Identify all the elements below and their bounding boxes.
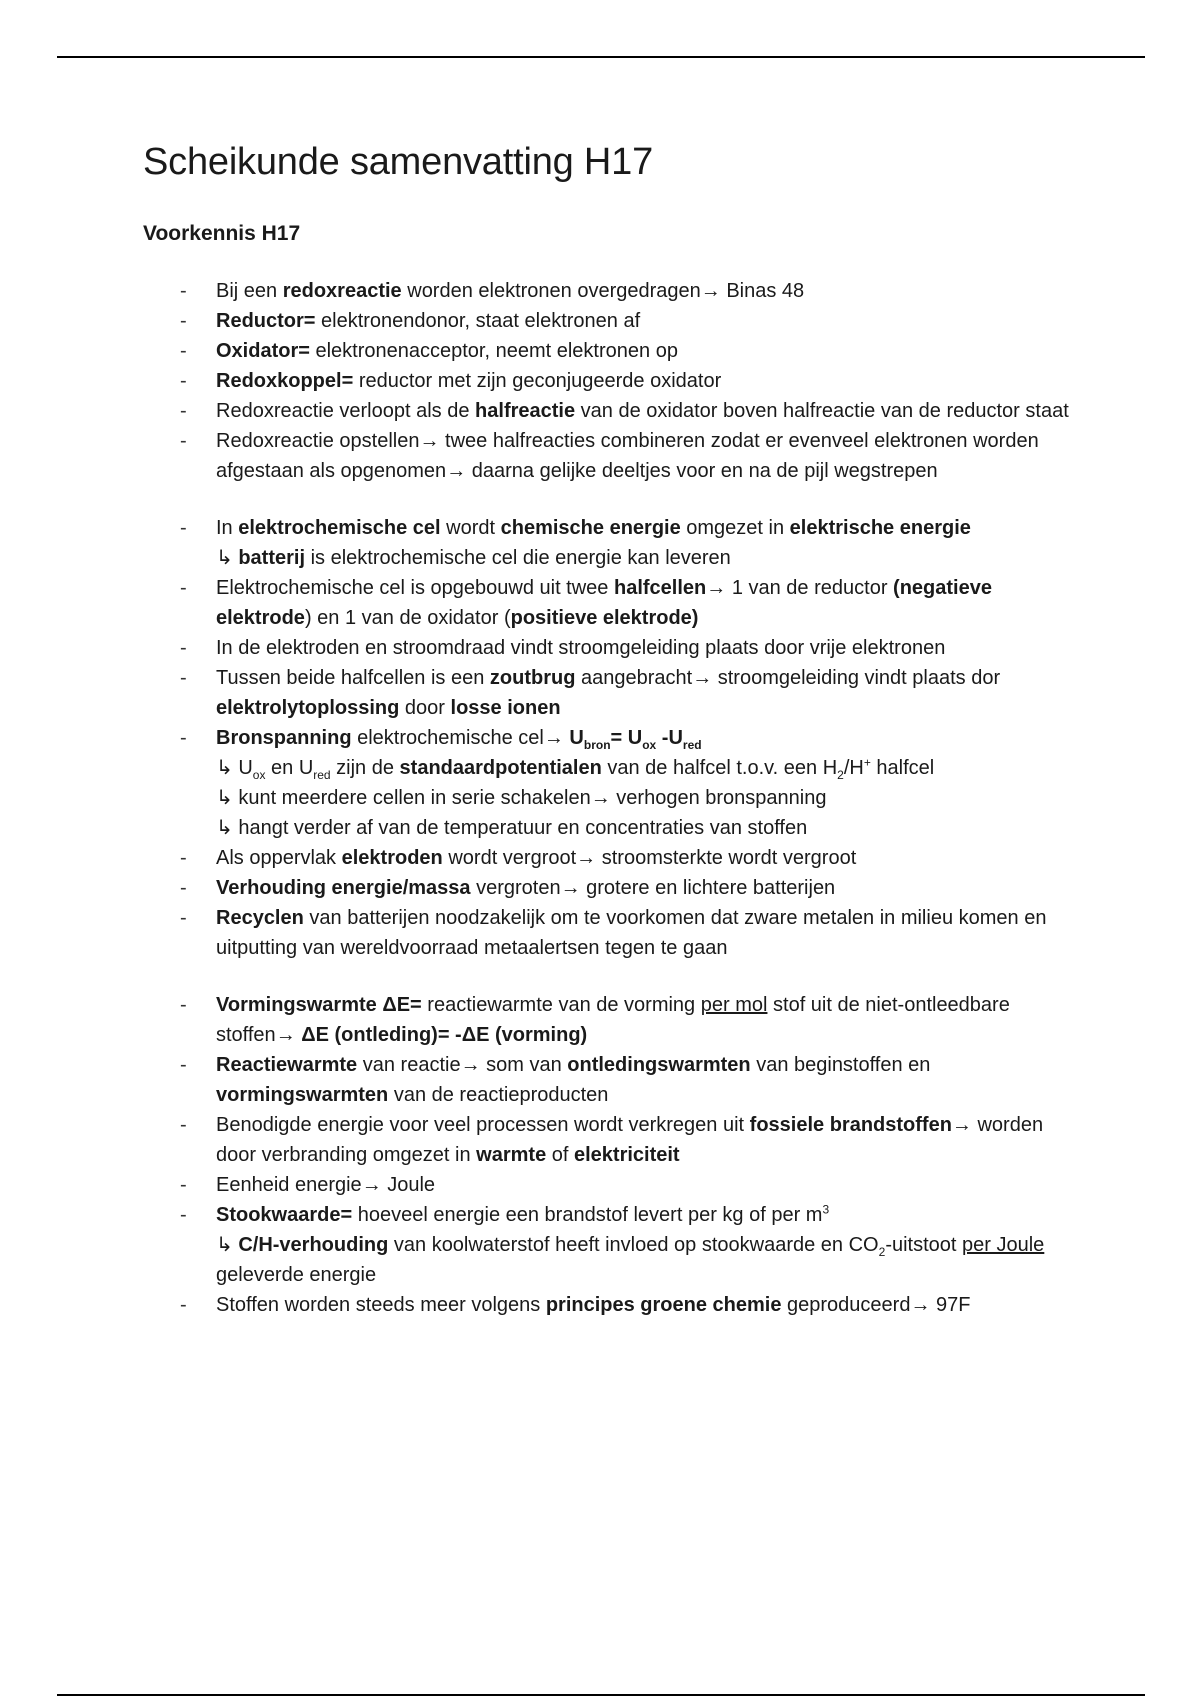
arrow-right-icon: → bbox=[706, 576, 727, 599]
list-item: - Bronspanning elektrochemische $cel\to U_{bron}= U_{ox}$ $-U_{red}$ ↳ $U_{ox}$ en $U_{red}$ zijn de standaardpotentialen van de halfcel t.o.v. een $H_2/H^+$ halfcel ↳ kunt meerdere cellen in serie schakelen→ verhogen bronspanning ↳ hangt verder af van de temperatuur en concentraties van stoffen bbox=[143, 723, 1083, 843]
list-item: - In de elektroden en stroomdraad vindt stroomgeleiding plaats door vrije elektronen bbox=[143, 633, 1083, 663]
arrow-right-icon: → bbox=[446, 459, 467, 482]
bullet-list bbox=[143, 276, 1083, 1320]
sub-note: ↳ $U_{ox}$ en $U_{red}$ zijn de standaardpotentialen van de halfcel t.o.v. een $H_2/H^+$ halfcel bbox=[216, 754, 935, 782]
document-page bbox=[143, 140, 1083, 1320]
list-item: - Reductor= elektronendonor, staat elektronen af bbox=[143, 306, 1083, 336]
arrow-down-right-icon: ↳ bbox=[216, 816, 233, 839]
document-title: Scheikunde samenvatting H17 bbox=[143, 141, 654, 183]
arrow-down-right-icon: ↳ bbox=[216, 1233, 233, 1256]
list-item: - Reactiewarmte van reactie→ som van ontledingswarmten van beginstoffen en vormingswarmten van de reactieproducten bbox=[143, 1050, 1083, 1110]
section-heading: Voorkennis H17 bbox=[143, 221, 301, 245]
arrow-down-right-icon: ↳ bbox=[216, 546, 233, 569]
list-item: - Eenheid energie→ Joule bbox=[143, 1170, 1083, 1200]
list-item: - Als oppervlak elektroden wordt vergroot→ stroomsterkte wordt vergroot bbox=[143, 843, 1083, 873]
sub-note: ↳ hangt verder af van de temperatuur en concentraties van stoffen bbox=[216, 816, 808, 839]
arrow-right-icon: → bbox=[543, 726, 564, 749]
sub-note: ↳ kunt meerdere cellen in serie schakelen→ verhogen bronspanning bbox=[216, 786, 827, 809]
list-item: - Elektrochemische cel is opgebouwd uit twee halfcellen→ 1 van de reductor (negatieve elektrode) en 1 van de oxidator (positieve elektrode) bbox=[143, 573, 1083, 633]
list-item: - Recyclen van batterijen noodzakelijk om te voorkomen dat zware metalen in milieu komen en uitputting van wereldvoorraad metaalertsen tegen te gaan bbox=[143, 903, 1083, 963]
list-item: - Vormingswarmte ΔE= reactiewarmte van de vorming per mol stof uit de niet-ontleedbare stoffen→ ΔE (ontleding)= -ΔE (vorming) bbox=[143, 990, 1083, 1050]
top-rule bbox=[57, 56, 1145, 58]
arrow-right-icon: → bbox=[275, 1023, 296, 1046]
arrow-right-icon: → bbox=[692, 666, 713, 689]
sub-note: ↳ batterij is elektrochemische cel die energie kan leveren bbox=[216, 546, 731, 569]
list-item: - Bij een redoxreactie worden elektronen overgedragen→ Binas 48 bbox=[143, 276, 1083, 306]
arrow-right-icon: → bbox=[460, 1053, 481, 1076]
arrow-right-icon: → bbox=[361, 1173, 382, 1196]
list-item: - In elektrochemische cel wordt chemische energie omgezet in elektrische energie ↳ batterij is elektrochemische cel die energie kan leveren bbox=[143, 513, 1083, 573]
list-item: - Verhouding energie/massa vergroten→ grotere en lichtere batterijen bbox=[143, 873, 1083, 903]
list-item: - Redoxreactie verloopt als de halfreactie van de oxidator boven halfreactie van de reductor staat bbox=[143, 396, 1083, 426]
list-item: - Oxidator= elektronenacceptor, neemt elektronen op bbox=[143, 336, 1083, 366]
arrow-right-icon: → bbox=[700, 279, 721, 302]
list-item: - Stookwaarde= hoeveel energie een brandstof levert per kg of per $m^3$ ↳ C/H-verhouding van koolwaterstof heeft invloed op stookwaarde en $CO_2$-uitstoot per Joule geleverde energie bbox=[143, 1200, 1083, 1290]
list-item: - Stoffen worden steeds meer volgens principes groene chemie geproduceerd→ 97F bbox=[143, 1290, 1083, 1320]
arrow-down-right-icon: ↳ bbox=[216, 786, 233, 809]
arrow-right-icon: → bbox=[560, 876, 581, 899]
arrow-right-icon: → bbox=[576, 846, 597, 869]
list-item: - Tussen beide halfcellen is een zoutbrug aangebracht→ stroomgeleiding vindt plaats dor elektrolytoplossing door losse ionen bbox=[143, 663, 1083, 723]
arrow-right-icon: → bbox=[910, 1293, 931, 1316]
sub-note: ↳ C/H-verhouding van koolwaterstof heeft invloed op stookwaarde en $CO_2$-uitstoot per Joule geleverde energie bbox=[216, 1233, 1045, 1286]
arrow-down-right-icon: ↳ bbox=[216, 756, 233, 779]
list-item: - Redoxkoppel= reductor met zijn geconjugeerde oxidator bbox=[143, 366, 1083, 396]
arrow-right-icon: → bbox=[590, 786, 611, 809]
arrow-right-icon: → bbox=[951, 1113, 972, 1136]
list-item: - Benodigde energie voor veel processen wordt verkregen uit fossiele brandstoffen→ worden door verbranding omgezet in warmte of elektriciteit bbox=[143, 1110, 1083, 1170]
bottom-rule bbox=[57, 1694, 1145, 1696]
arrow-right-icon: → bbox=[419, 429, 440, 452]
list-item: - Redoxreactie opstellen→ twee halfreacties combineren zodat er evenveel elektronen worden afgestaan als opgenomen→ daarna gelijke deeltjes voor en na de pijl wegstrepen bbox=[143, 426, 1083, 486]
